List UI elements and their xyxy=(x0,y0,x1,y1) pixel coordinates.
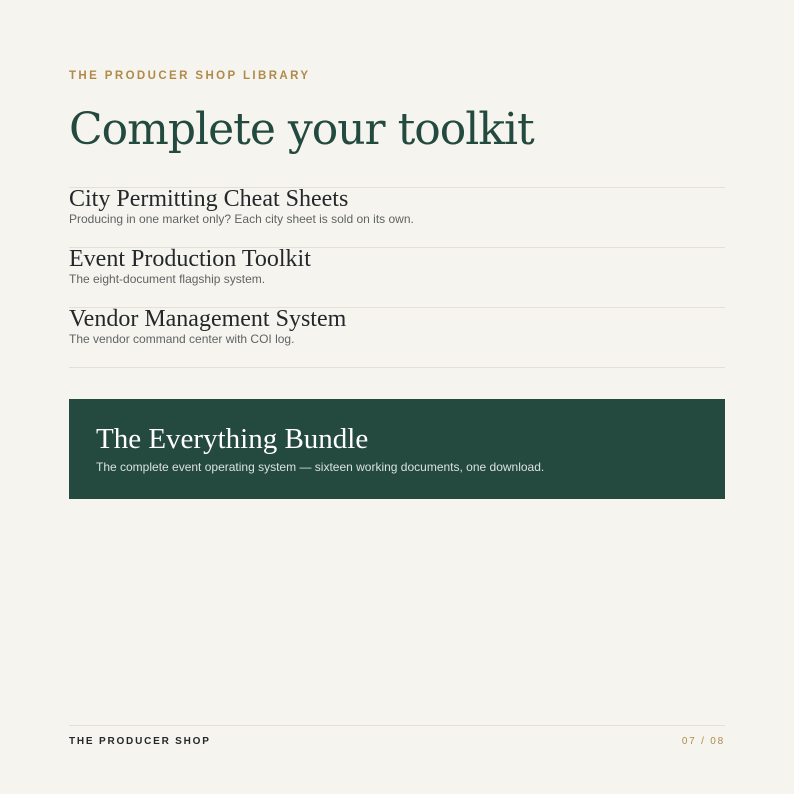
product-title: City Permitting Cheat Sheets xyxy=(69,186,349,212)
product-row-event-production[interactable] xyxy=(69,247,725,307)
product-description: The eight-document flagship system. xyxy=(69,272,266,286)
bundle-title: The Everything Bundle xyxy=(96,423,369,455)
page-number: 07 / 08 xyxy=(681,736,725,747)
product-row-city-permitting[interactable] xyxy=(69,187,725,247)
product-description: Producing in one market only? Each city sheet is sold on its own. xyxy=(69,212,414,226)
everything-bundle-card[interactable] xyxy=(69,399,725,499)
bundle-description: The complete event operating system — sixteen working documents, one download. xyxy=(96,460,545,474)
product-list xyxy=(69,187,725,368)
catalog-page xyxy=(69,0,725,794)
product-description: The vendor command center with COI log. xyxy=(69,332,295,346)
product-title: Vendor Management System xyxy=(69,306,347,332)
footer-brand: THE PRODUCER SHOP xyxy=(69,736,211,747)
product-row-vendor-management[interactable] xyxy=(69,307,725,368)
library-eyebrow: THE PRODUCER SHOP LIBRARY xyxy=(69,70,311,82)
page-title: Complete your toolkit xyxy=(69,104,534,155)
product-title: Event Production Toolkit xyxy=(69,246,311,272)
page-footer xyxy=(69,725,725,756)
